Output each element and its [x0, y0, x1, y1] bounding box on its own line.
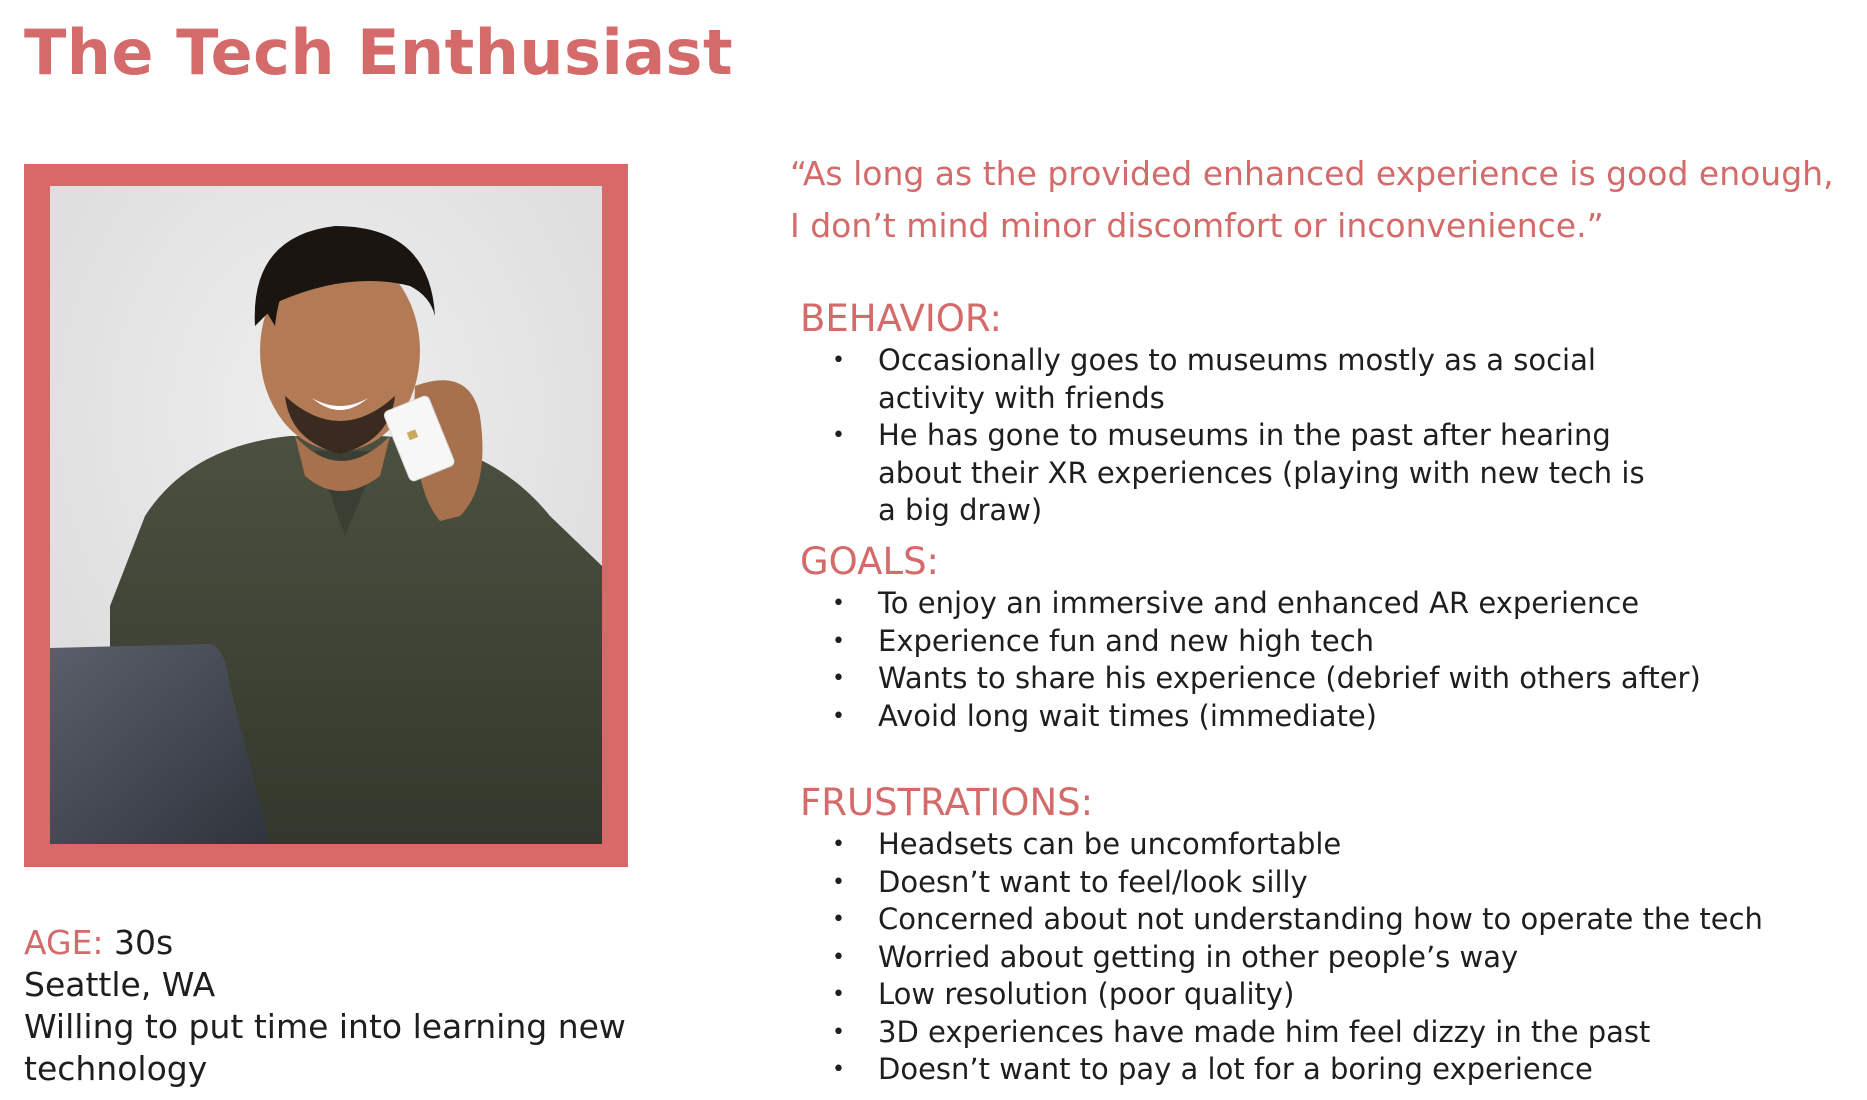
persona-quote: “As long as the provided enhanced experience is good enough, I don’t mind minor discomfort or inconvenience.” — [790, 154, 1834, 245]
age-value: 30s — [114, 923, 174, 962]
list-item: • Experience fun and new high tech — [800, 623, 1840, 661]
goals-heading: GOALS: — [800, 540, 940, 583]
age-row — [24, 922, 644, 964]
goals-section — [800, 539, 1840, 735]
persona-title: The Tech Enthusiast — [24, 16, 734, 89]
list-item: • He has gone to museums in the past after hearing about their XR experiences (playing with new tech is a big draw) — [800, 417, 1840, 530]
list-item: • Low resolution (poor quality) — [800, 976, 1840, 1014]
list-item: • To enjoy an immersive and enhanced AR experience — [800, 585, 1840, 623]
list-item: • Occasionally goes to museums mostly as a social activity with friends — [800, 342, 1840, 417]
behavior-heading: BEHAVIOR: — [800, 297, 1002, 340]
frustrations-section — [800, 780, 1840, 1089]
persona-info — [24, 922, 644, 1090]
behavior-section — [800, 296, 1840, 530]
behavior-list — [800, 342, 1840, 530]
frustrations-heading: FRUSTRATIONS: — [800, 781, 1094, 824]
persona-photo — [50, 186, 602, 844]
list-item: • Doesn’t want to feel/look silly — [800, 864, 1840, 902]
location: Seattle, WA — [24, 965, 216, 1004]
persona-photo-frame — [24, 164, 628, 867]
list-item: • 3D experiences have made him feel dizzy in the past — [800, 1014, 1840, 1052]
age-label: AGE: — [24, 923, 104, 962]
list-item: • Worried about getting in other people’s way — [800, 939, 1840, 977]
list-item: • Concerned about not understanding how to operate the tech — [800, 901, 1840, 939]
list-item: • Doesn’t want to pay a lot for a boring experience — [800, 1051, 1840, 1089]
frustrations-list — [800, 826, 1840, 1089]
list-item: • Wants to share his experience (debrief with others after) — [800, 660, 1840, 698]
goals-list — [800, 585, 1840, 735]
list-item: • Avoid long wait times (immediate) — [800, 698, 1840, 736]
list-item: • Headsets can be uncomfortable — [800, 826, 1840, 864]
persona-note: Willing to put time into learning new technology — [24, 1007, 626, 1088]
